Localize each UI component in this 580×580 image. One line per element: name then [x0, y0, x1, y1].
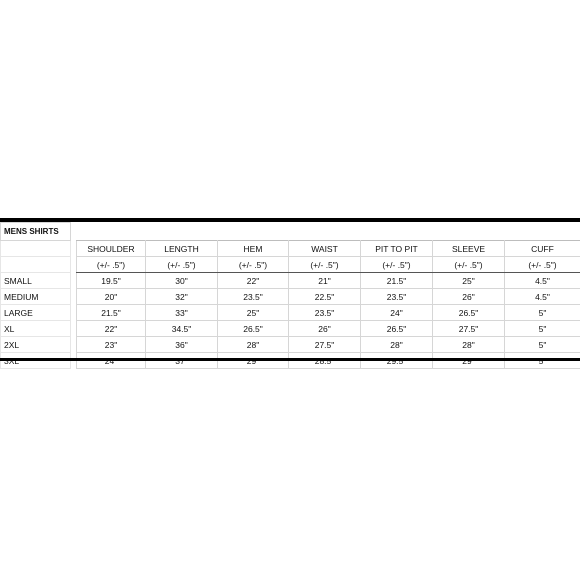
measurement-cell: 21"	[289, 273, 361, 289]
measurement-cell: 5"	[505, 305, 580, 321]
measurement-cell: 25"	[433, 273, 505, 289]
measurement-cell: 20"	[77, 289, 146, 305]
measurement-cell: 28"	[433, 337, 505, 353]
size-label: MEDIUM	[1, 289, 71, 305]
tolerance-cell: (+/- .5")	[218, 257, 289, 273]
tolerance-cell: (+/- .5")	[433, 257, 505, 273]
measurement-cell: 21.5"	[361, 273, 433, 289]
measurement-cell: 36"	[146, 337, 218, 353]
measurement-cell: 23.5"	[361, 289, 433, 305]
measurement-cell: 22"	[218, 273, 289, 289]
measurement-cell: 23.5"	[289, 305, 361, 321]
table-row	[1, 337, 580, 353]
table-row	[1, 321, 580, 337]
measurement-cell: 4.5"	[505, 289, 580, 305]
measurement-cell: 27.5"	[433, 321, 505, 337]
size-label: SMALL	[1, 273, 71, 289]
measurement-cell: 26.5"	[433, 305, 505, 321]
measurement-cell: 26"	[289, 321, 361, 337]
measurement-cell: 22.5"	[289, 289, 361, 305]
measurement-cell: 24"	[361, 305, 433, 321]
table-row	[1, 305, 580, 321]
bottom-border-bar	[0, 358, 580, 361]
measurement-cell: 27.5"	[289, 337, 361, 353]
measurement-cell: 32"	[146, 289, 218, 305]
size-chart-table	[0, 222, 580, 369]
measurement-cell: 25"	[218, 305, 289, 321]
column-header: SHOULDER	[77, 241, 146, 257]
measurement-cell: 26.5"	[361, 321, 433, 337]
measurement-cell: 34.5"	[146, 321, 218, 337]
measurement-cell: 30"	[146, 273, 218, 289]
measurement-cell: 23.5"	[218, 289, 289, 305]
measurement-cell: 23"	[77, 337, 146, 353]
tolerance-cell: (+/- .5")	[289, 257, 361, 273]
measurement-cell: 33"	[146, 305, 218, 321]
title-row	[1, 223, 580, 241]
tolerance-cell: (+/- .5")	[146, 257, 218, 273]
measurement-cell: 19.5"	[77, 273, 146, 289]
table-row	[1, 289, 580, 305]
column-header: CUFF	[505, 241, 580, 257]
size-label: LARGE	[1, 305, 71, 321]
size-chart	[0, 222, 580, 358]
measurement-cell: 4.5"	[505, 273, 580, 289]
column-header: HEM	[218, 241, 289, 257]
tolerance-cell: (+/- .5")	[77, 257, 146, 273]
measurement-cell: 22"	[77, 321, 146, 337]
column-header: WAIST	[289, 241, 361, 257]
size-label: 2XL	[1, 337, 71, 353]
column-header: PIT TO PIT	[361, 241, 433, 257]
tolerance-cell: (+/- .5")	[505, 257, 580, 273]
column-header: LENGTH	[146, 241, 218, 257]
measurement-cell: 28"	[218, 337, 289, 353]
measurement-cell: 26"	[433, 289, 505, 305]
tolerance-cell: (+/- .5")	[361, 257, 433, 273]
measurement-cell: 21.5"	[77, 305, 146, 321]
size-label: XL	[1, 321, 71, 337]
table-row	[1, 273, 580, 289]
measurement-cell: 5"	[505, 321, 580, 337]
measurement-cell: 28"	[361, 337, 433, 353]
column-header: SLEEVE	[433, 241, 505, 257]
measurement-cell: 26.5"	[218, 321, 289, 337]
measurement-cell: 5"	[505, 337, 580, 353]
sheet-title: MENS SHIRTS	[1, 223, 71, 241]
header-row	[1, 241, 580, 257]
tolerance-row	[1, 257, 580, 273]
